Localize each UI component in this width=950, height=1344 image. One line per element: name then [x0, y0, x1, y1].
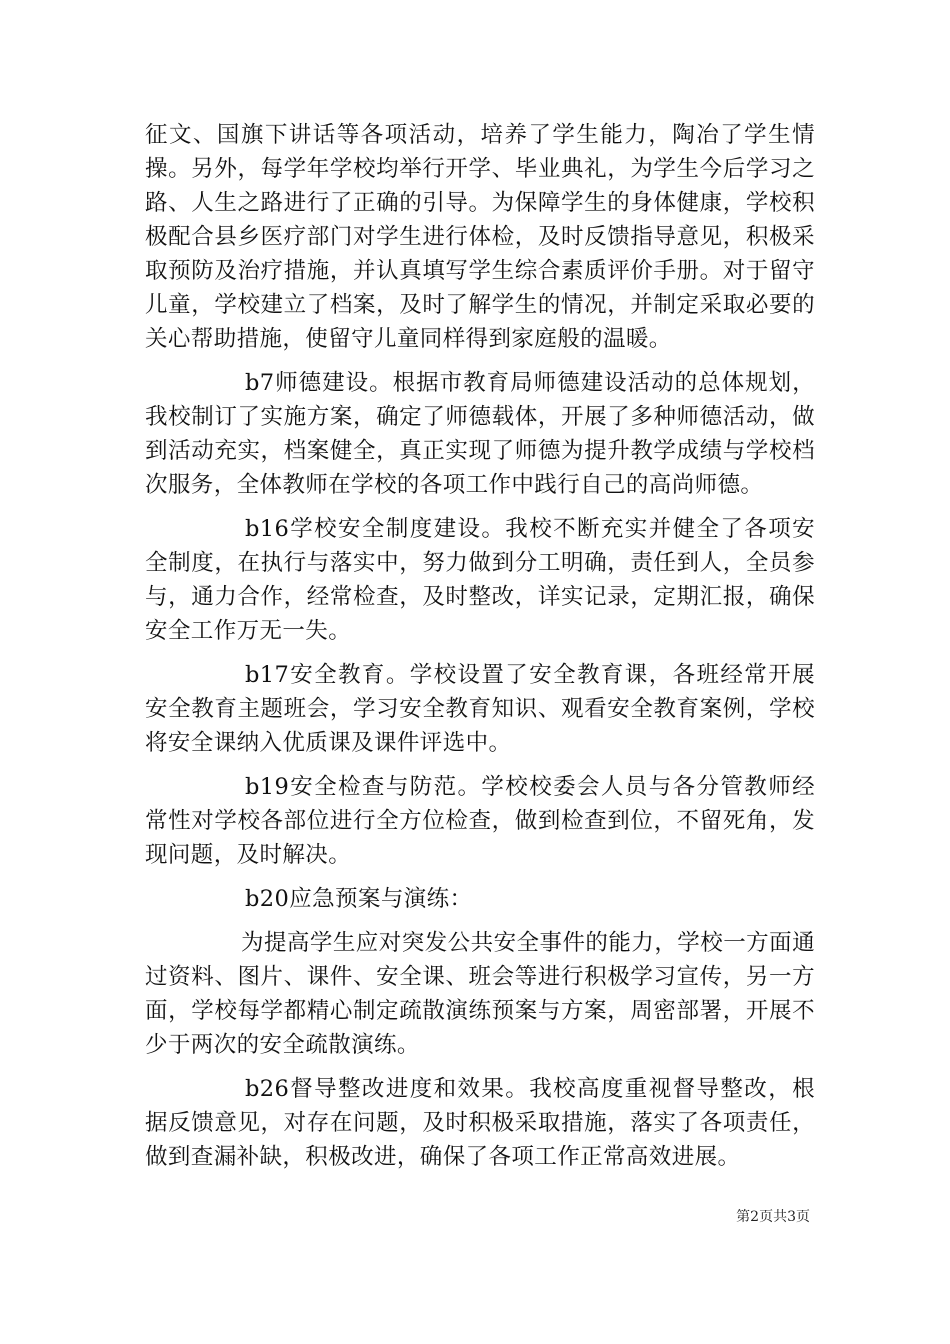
- paragraph-b19-safety-inspection: b19安全检查与防范。学校校委会人员与各分管教师经常性对学校各部位进行全方位检查，做到检查到位，不留死角，发现问题，及时解决。: [145, 774, 815, 868]
- paragraph-b20-emergency-heading: b20应急预案与演练：: [245, 886, 473, 912]
- paragraph-b26-supervision: b26督导整改进度和效果。我校高度重视督导整改，根据反馈意见，对存在问题，及时积极采取措施，落实了各项责任，做到查漏补缺，积极改进，确保了各项工作正常高效进展。: [145, 1076, 815, 1170]
- paragraph-b20-emergency-body: 为提高学生应对突发公共安全事件的能力，学校一方面通过资料、图片、课件、安全课、班会等进行积极学习宣传，另一方面，学校每学都精心制定疏散演练预案与方案，周密部署，开展不少于两次的安全疏散演练。: [145, 930, 815, 1058]
- document-body: [145, 118, 815, 1174]
- paragraph-b7-teacher-ethics: b7师德建设。根据市教育局师德建设活动的总体规划，我校制订了实施方案，确定了师德载体，开展了多种师德活动，做到活动充实，档案健全，真正实现了师德为提升教学成绩与学校档次服务，全体教师在学校的各项工作中践行自己的高尚师德。: [145, 370, 815, 498]
- page-number: 第2页共3页: [736, 1209, 810, 1225]
- paragraph-b16-safety-system: b16学校安全制度建设。我校不断充实并健全了各项安全制度，在执行与落实中，努力做到分工明确，责任到人，全员参与，通力合作，经常检查，及时整改，详实记录，定期汇报，确保安全工作万无一失。: [145, 516, 815, 644]
- paragraph-b17-safety-education: b17安全教育。学校设置了安全教育课，各班经常开展安全教育主题班会，学习安全教育知识、观看安全教育案例，学校将安全课纳入优质课及课件评选中。: [145, 662, 815, 756]
- paragraph-student-activities: 征文、国旗下讲话等各项活动，培养了学生能力，陶冶了学生情操。另外，每学年学校均举行开学、毕业典礼，为学生今后学习之路、人生之路进行了正确的引导。为保障学生的身体健康，学校积极配合县乡医疗部门对学生进行体检，及时反馈指导意见，积极采取预防及治疗措施，并认真填写学生综合素质评价手册。对于留守儿童，学校建立了档案，及时了解学生的情况，并制定采取必要的关心帮助措施，使留守儿童同样得到家庭般的温暖。: [145, 122, 815, 352]
